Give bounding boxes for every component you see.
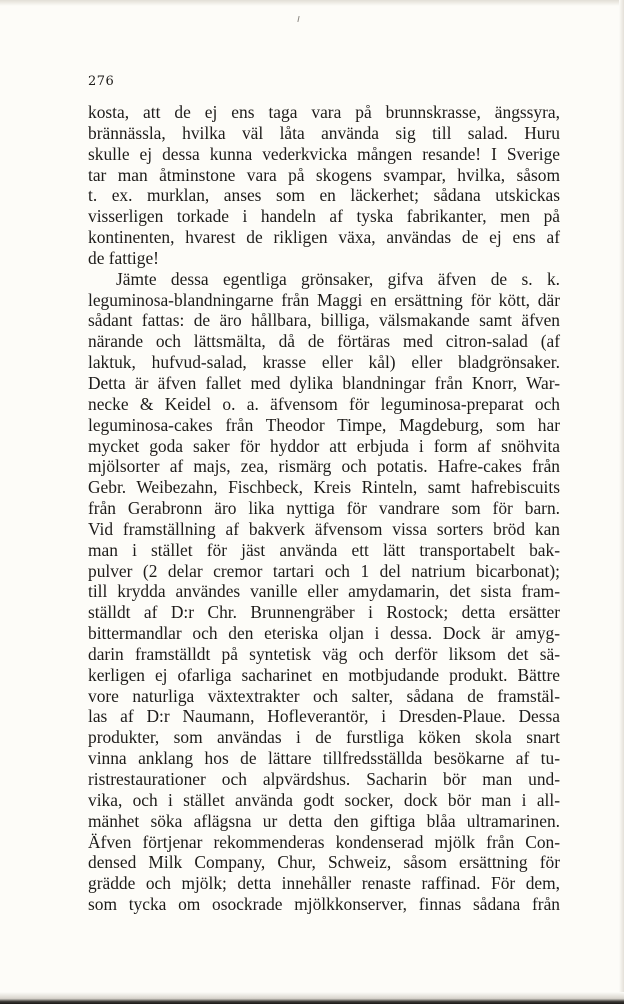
text-line: laktuk, hufvud-salad, krasse eller kål) eller bladgrönsaker. (88, 352, 560, 373)
text-line: ställdt af D:r Chr. Brunnengräber i Rostock; detta ersätter (88, 602, 560, 623)
text-line: sådant fattas: de äro hållbara, billiga, välsmakande samt äfven (88, 310, 560, 331)
text-line: de fattige! (88, 247, 159, 268)
text-line: mjölsorter af majs, zea, rismärg och potatis. Hafre-cakes från (88, 456, 560, 477)
ink-mark (297, 16, 299, 22)
text-line: till krydda användes vanille eller amydamarin, det sista fram- (88, 581, 560, 602)
text-line: tar man åtminstone vara på skogens svampar, hvilka, såsom (88, 164, 560, 185)
text-line: produkter, som användas i de furstliga köken skola snart (88, 727, 560, 748)
page-number: 276 (88, 74, 115, 89)
text-line: visserligen torkade i handeln af tyska fabrikanter, men på (88, 206, 560, 227)
text-line: vika, och i stället använda godt socker, dock bör man i all- (88, 789, 560, 810)
text-line: Detta är äfven fallet med dylika blandningar från Knorr, War- (88, 372, 560, 393)
text-line: densed Milk Company, Chur, Schweiz, såsom ersättning för (88, 852, 560, 873)
text-line: kosta, att de ej ens taga vara på brunnskrasse, ängssyra, (88, 102, 560, 122)
text-line: Äfven förtjenar rekommenderas kondenserad mjölk från Con- (88, 831, 560, 852)
text-line: från Gerabronn äro lika nyttiga för vandrare som för barn. (88, 498, 560, 519)
text-line: mänhet söka aflägsna ur detta den giftiga blåa ultramarinen. (88, 810, 560, 831)
text-line: mycket goda saker för hyddor att erbjuda i form af snöhvita (88, 435, 560, 456)
text-line: leguminosa-blandningarne från Maggi en ersättning för kött, där (88, 289, 560, 310)
text-line: Jämte dessa egentliga grönsaker, gifva äfven de s. k. (116, 268, 560, 289)
text-line: las af D:r Naumann, Hofleverantör, i Dresden-Plaue. Dessa (88, 706, 560, 727)
text-line: Vid framställning af bakverk äfvensom vissa sorters bröd kan (88, 518, 560, 539)
text-line: grädde och mjölk; detta innehåller renaste raffinad. För dem, (88, 873, 560, 894)
text-line: vinna anklang hos de lättare tillfredsställda besökarne af tu- (88, 748, 560, 769)
body-text (88, 102, 560, 915)
text-line: man i stället för jäst använda ett lätt transportabelt bak- (88, 539, 560, 560)
text-line: närande och lättsmälta, då de förtäras med citron-salad (af (88, 331, 560, 352)
text-line: Gebr. Weibezahn, Fischbeck, Kreis Rinteln, samt hafrebiscuits (88, 477, 560, 498)
text-line: t. ex. murklan, anses som en läckerhet; sådana utskickas (88, 185, 560, 206)
text-line: ristrestaurationer och alpvärdshus. Sacharin bör man und- (88, 769, 560, 789)
text-line: leguminosa-cakes från Theodor Timpe, Magdeburg, som har (88, 414, 560, 435)
text-line: darin framställdt på syntetisk väg och derför liksom det sä- (88, 643, 560, 664)
text-line: kontinenten, hvarest de rikligen växa, användas de ej ens af (88, 227, 560, 248)
text-line: pulver (2 delar cremor tartari och 1 del natrium bicarbonat); (88, 560, 560, 581)
text-line: skulle ej dessa kunna vederkvicka mången resande! I Sverige (88, 143, 560, 164)
page-top-edge (0, 0, 624, 6)
text-line: kerligen ej ofarliga sacharinet en motbjudande produkt. Bättre (88, 664, 560, 685)
text-line: vore naturliga växtextrakter och salter, sådana de framstäl- (88, 685, 560, 706)
text-line: som tycka om osockrade mjölkkonserver, finnas sådana från (88, 894, 560, 915)
text-line: brännässla, hvilka väl låta använda sig till salad. Huru (88, 122, 560, 143)
text-line: necke & Keidel o. a. äfvensom för leguminosa-preparat och (88, 393, 560, 414)
text-line: bittermandlar och den eteriska oljan i dessa. Dock är amyg- (88, 623, 560, 644)
page-bottom-edge (0, 992, 624, 1004)
page-right-shadow (619, 0, 624, 1004)
